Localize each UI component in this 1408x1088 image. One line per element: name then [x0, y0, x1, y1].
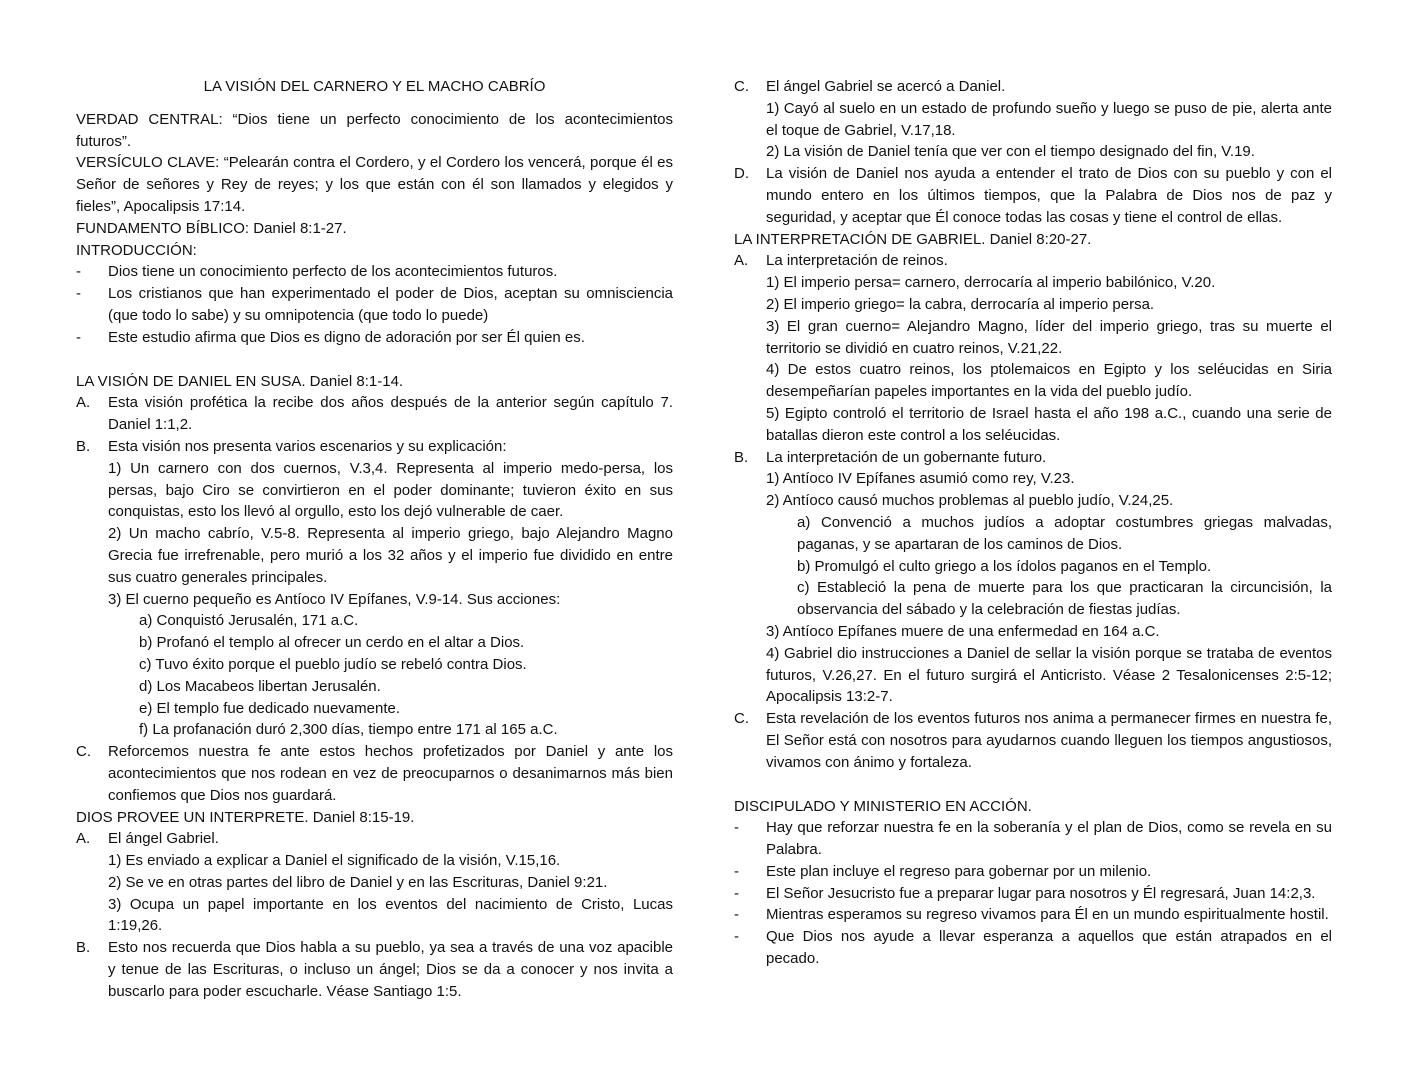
- sub-point: 4) De estos cuatro reinos, los ptolemaicos en Egipto y los seléucidas en Siria desempeñarían papeles importantes en la vida del pueblo judío.: [766, 361, 1332, 401]
- sub-sub-point: c) Tuvo éxito porque el pueblo judío se rebeló contra Dios.: [139, 655, 527, 673]
- discipleship-item: [734, 904, 1332, 926]
- intro-item: [76, 261, 673, 283]
- sub-point: 3) El gran cuerno= Alejandro Magno, líder del imperio griego, tras su muerte el territorio se dividió en cuatro reinos, V.21,22.: [766, 317, 1332, 357]
- outline-text: La interpretación de un gobernante futuro.: [766, 448, 1047, 466]
- sub-point: 1) Es enviado a explicar a Daniel el significado de la visión, V.15,16.: [108, 852, 561, 870]
- sub-sub-point: b) Profanó el templo al ofrecer un cerdo en el altar a Dios.: [139, 634, 525, 652]
- sub-point: 3) Antíoco Epífanes muere de una enfermedad en 164 a.C.: [766, 622, 1160, 640]
- bullet-marker: -: [76, 285, 81, 303]
- outline-marker: A.: [734, 252, 749, 270]
- discipleship-text: Hay que reforzar nuestra fe en la soberanía y el plan de Dios, como se revela en su Palabra.: [766, 819, 1332, 859]
- intro-item-text: Este estudio afirma que Dios es digno de adoración por ser Él quien es.: [108, 328, 585, 346]
- bullet-marker: -: [734, 884, 739, 902]
- key-verse: VERSÍCULO CLAVE: “Pelearán contra el Cordero, y el Cordero los vencerá, porque él es Señor de señores y Rey de reyes; y los que están con él son llamados y elegidos y fieles”, Apocalipsis 17:14.: [76, 154, 673, 215]
- outline-item: [76, 741, 673, 806]
- bullet-marker: -: [76, 328, 81, 346]
- discipleship-item: [734, 926, 1332, 970]
- outline-marker: B.: [76, 939, 91, 957]
- outline-item: [76, 392, 673, 436]
- outline-item: [734, 250, 1332, 272]
- outline-marker: D.: [734, 165, 749, 183]
- outline-text: El ángel Gabriel.: [108, 830, 219, 848]
- outline-text: Esta revelación de los eventos futuros nos anima a permanecer firmes en nuestra fe, El Señor está con nosotros para ayudarnos cuando lleguen los tiempos angustiosos, vivamos con ánimo y fortaleza.: [766, 710, 1332, 771]
- outline-text: La visión de Daniel nos ayuda a entender el trato de Dios con su pueblo y con el mundo entero en los últimos tiempos, que la Palabra de Dios nos de paz y seguridad, y aceptar que Él conoce todas las cosas y tiene el control de ellas.: [766, 165, 1332, 226]
- discipleship-text: Mientras esperamos su regreso vivamos para Él en un mundo espiritualmente hostil.: [766, 906, 1329, 924]
- discipleship-item: [734, 861, 1332, 883]
- outline-text: Esto nos recuerda que Dios habla a su pueblo, ya sea a través de una voz apacible y tenue de las Escrituras, o incluso un ángel; Dios se da a conocer y nos invita a buscarlo para poder escucharle. Véase Santiago 1:5.: [108, 939, 673, 1000]
- outline-marker: B.: [734, 448, 749, 466]
- outline-item: [734, 447, 1332, 469]
- document-title: LA VISIÓN DEL CARNERO Y EL MACHO CABRÍO: [203, 78, 546, 95]
- bullet-marker: -: [734, 862, 739, 880]
- sub-sub-point: a) Conquistó Jerusalén, 171 a.C.: [139, 612, 359, 630]
- discipleship-text: El Señor Jesucristo fue a preparar lugar para nosotros y Él regresará, Juan 14:2,3.: [766, 884, 1316, 902]
- outline-text: Esta visión profética la recibe dos años después de la anterior según capítulo 7. Daniel 1:1,2.: [108, 394, 673, 434]
- section-heading-discipleship: DISCIPULADO Y MINISTERIO EN ACCIÓN.: [734, 797, 1032, 815]
- intro-item-text: Dios tiene un conocimiento perfecto de los acontecimientos futuros.: [108, 263, 558, 281]
- left-column: [76, 76, 673, 1003]
- sub-sub-point: e) El templo fue dedicado nuevamente.: [139, 699, 400, 717]
- section-heading-interpretation: LA INTERPRETACIÓN DE GABRIEL. Daniel 8:20-27.: [734, 230, 1092, 248]
- outline-item: [76, 436, 673, 458]
- sub-point: 1) Cayó al suelo en un estado de profundo sueño y luego se puso de pie, alerta ante el toque de Gabriel, V.17,18.: [766, 99, 1332, 139]
- outline-marker: B.: [76, 437, 91, 455]
- biblical-foundation: FUNDAMENTO BÍBLICO: Daniel 8:1-27.: [76, 219, 347, 237]
- introduction-heading: INTRODUCCIÓN:: [76, 241, 197, 259]
- outline-item: [734, 163, 1332, 228]
- sub-point: 4) Gabriel dio instrucciones a Daniel de sellar la visión porque se trataba de eventos futuros, V.26,27. En el futuro surgirá el Anticristo. Véase 2 Tesalonicenses 2:5-12; Apocalipsis 13:2-7.: [766, 644, 1332, 706]
- sub-point: 3) Ocupa un papel importante en los eventos del nacimiento de Cristo, Lucas 1:19,26.: [108, 895, 673, 935]
- outline-text: La interpretación de reinos.: [766, 252, 948, 270]
- outline-marker: A.: [76, 394, 91, 412]
- outline-text: Esta visión nos presenta varios escenarios y su explicación:: [108, 437, 507, 455]
- outline-marker: C.: [734, 78, 749, 95]
- sub-point: 2) El imperio griego= la cabra, derrocaría al imperio persa.: [766, 295, 1155, 313]
- sub-point: 1) Antíoco IV Epífanes asumió como rey, V.23.: [766, 470, 1075, 488]
- outline-item: [734, 708, 1332, 773]
- sub-point: 1) El imperio persa= carnero, derrocaría al imperio babilónico, V.20.: [766, 274, 1216, 292]
- bullet-marker: -: [734, 906, 739, 924]
- section-heading-interpreter: DIOS PROVEE UN INTERPRETE. Daniel 8:15-19.: [76, 808, 415, 826]
- discipleship-text: Que Dios nos ayude a llevar esperanza a aquellos que están atrapados en el pecado.: [766, 928, 1332, 968]
- outline-item: [734, 76, 1332, 98]
- outline-item: [76, 828, 673, 850]
- section-heading-vision: LA VISIÓN DE DANIEL EN SUSA. Daniel 8:1-14.: [76, 372, 404, 390]
- outline-marker: A.: [76, 830, 91, 848]
- discipleship-item: [734, 883, 1332, 905]
- intro-item: [76, 283, 673, 327]
- bullet-marker: -: [734, 819, 739, 837]
- intro-item-text: Los cristianos que han experimentado el poder de Dios, aceptan su omnisciencia (que todo lo sabe) y su omnipotencia (que todo lo puede): [108, 285, 673, 324]
- sub-point: 2) Se ve en otras partes del libro de Daniel y en las Escrituras, Daniel 9:21.: [108, 873, 608, 891]
- bullet-marker: -: [76, 263, 81, 281]
- discipleship-text: Este plan incluye el regreso para gobernar por un milenio.: [766, 862, 1152, 880]
- sub-sub-point: d) Los Macabeos libertan Jerusalén.: [139, 677, 381, 695]
- sub-point: 2) La visión de Daniel tenía que ver con el tiempo designado del fin, V.19.: [766, 143, 1255, 161]
- sub-sub-point: f) La profanación duró 2,300 días, tiempo entre 171 al 165 a.C.: [139, 721, 558, 739]
- bullet-marker: -: [734, 928, 739, 946]
- sub-point: 5) Egipto controló el territorio de Israel hasta el año 198 a.C., cuando una serie de batallas dieron este control a los seléucidas.: [766, 404, 1332, 444]
- outline-text: El ángel Gabriel se acercó a Daniel.: [766, 78, 1006, 95]
- outline-marker: C.: [734, 710, 749, 728]
- central-truth: VERDAD CENTRAL: “Dios tiene un perfecto conocimiento de los acontecimientos futuros”.: [76, 110, 673, 150]
- sub-point: 1) Un carnero con dos cuernos, V.3,4. Representa al imperio medo-persa, los persas, bajo Ciro se convirtieron en el poder dominante; tuvieron éxito en sus conquistas, esto los llevó al orgullo, esto los dejó vulnerable de caer.: [108, 459, 673, 521]
- sub-point: 2) Antíoco causó muchos problemas al pueblo judío, V.24,25.: [766, 492, 1174, 510]
- sub-point: 3) El cuerno pequeño es Antíoco IV Epífanes, V.9-14. Sus acciones:: [108, 590, 561, 608]
- discipleship-item: [734, 817, 1332, 861]
- right-column: [734, 76, 1332, 970]
- outline-item: [76, 937, 673, 1002]
- intro-item: [76, 327, 673, 349]
- sub-sub-point: a) Convenció a muchos judíos a adoptar costumbres griegas malvadas, paganas, y se apartaran de los caminos de Dios.: [797, 513, 1332, 553]
- sub-sub-point: c) Estableció la pena de muerte para los que practicaran la circuncisión, la observancia del sábado y la celebración de fiestas judías.: [797, 579, 1332, 619]
- sub-sub-point: b) Promulgó el culto griego a los ídolos paganos en el Templo.: [797, 557, 1212, 575]
- sub-point: 2) Un macho cabrío, V.5-8. Representa al imperio griego, bajo Alejandro Magno Grecia fue irrefrenable, pero murió a los 32 años y el imperio fue dividido en entre sus cuatro generales principales.: [108, 525, 673, 586]
- outline-marker: C.: [76, 743, 91, 761]
- outline-text: Reforcemos nuestra fe ante estos hechos profetizados por Daniel y ante los acontecimientos que nos rodean en vez de preocuparnos o desanimarnos más bien confiemos que Dios nos guardará.: [108, 743, 673, 804]
